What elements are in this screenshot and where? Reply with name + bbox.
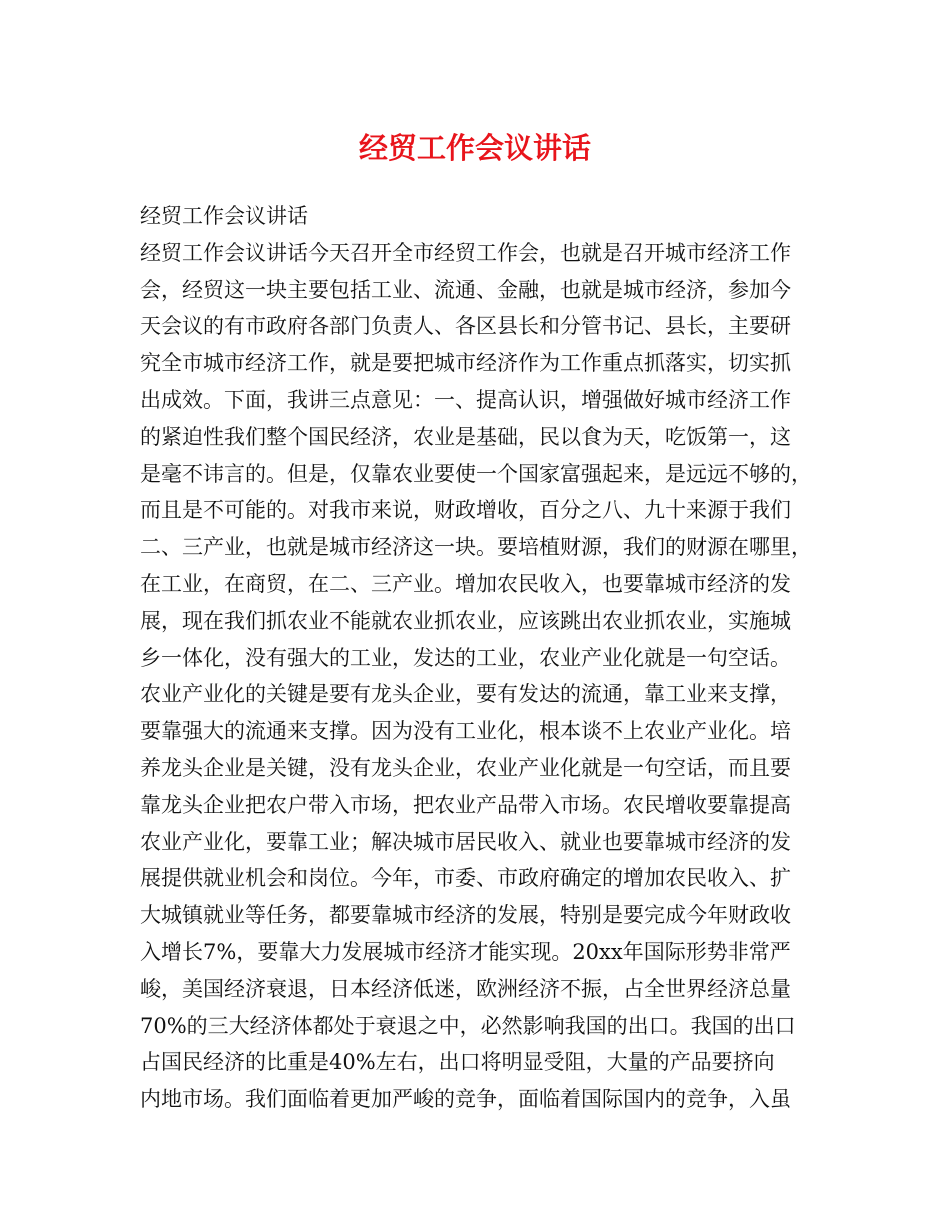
body-line: 靠龙头企业把农户带入市场，把农业产品带入市场。农民增收要靠提高 (140, 792, 791, 817)
body-line: 会，经贸这一块主要包括工业、流通、金融，也就是城市经济，参加今 (140, 277, 791, 302)
body-line: 养龙头企业是关键，没有龙头企业，农业产业化就是一句空话，而且要 (140, 755, 791, 780)
body-line: 要靠强大的流通来支撑。因为没有工业化，根本谈不上农业产业化。培 (140, 719, 791, 744)
body-line: 乡一体化，没有强大的工业，发达的工业，农业产业化就是一句空话。 (140, 645, 791, 670)
body-line: 峻，美国经济衰退，日本经济低迷，欧洲经济不振，占全世界经济总量 (140, 976, 791, 1001)
body-line: 展提供就业机会和岗位。今年，市委、市政府确定的增加农民收入、扩 (140, 866, 791, 891)
body-line: 的紧迫性我们整个国民经济，农业是基础，民以食为天，吃饭第一，这 (140, 424, 791, 449)
body-line: 究全市城市经济工作，就是要把城市经济作为工作重点抓落实，切实抓 (140, 351, 791, 376)
body-line: 二、三产业，也就是城市经济这一块。要培植财源，我们的财源在哪里， (140, 535, 812, 560)
body-line: 入增长7%，要靠大力发展城市经济才能实现。20xx年国际形势非常严 (140, 939, 791, 964)
body-line: 农业产业化，要靠工业；解决城市居民收入、就业也要靠城市经济的发 (140, 829, 791, 854)
body-line: 农业产业化的关键是要有龙头企业，要有发达的流通，靠工业来支撑， (140, 682, 791, 707)
body-line: 是毫不讳言的。但是，仅靠农业要使一个国家富强起来，是远远不够的， (140, 461, 812, 486)
body-line: 内地市场。我们面临着更加严峻的竞争，面临着国际国内的竞争，入虽 (140, 1087, 791, 1112)
document-title: 经贸工作会议讲话 (358, 131, 591, 165)
body-line: 展，现在我们抓农业不能就农业抓农业，应该跳出农业抓农业，实施城 (140, 608, 791, 633)
document-body (140, 198, 820, 1118)
body-line: 大城镇就业等任务，都要靠城市经济的发展，特别是要完成今年财政收 (140, 903, 791, 928)
body-line: 在工业，在商贸，在二、三产业。增加农民收入，也要靠城市经济的发 (140, 571, 791, 596)
body-line: 出成效。下面，我讲三点意见：一、提高认识，增强做好城市经济工作 (140, 387, 791, 412)
body-line: 占国民经济的比重是40%左右，出口将明显受阻，大量的产品要挤向 (140, 1050, 775, 1075)
body-line: 天会议的有市政府各部门负责人、各区县长和分管书记、县长，主要研 (140, 314, 791, 339)
body-line: 经贸工作会议讲话今天召开全市经贸工作会，也就是召开城市经济工作 (140, 240, 791, 265)
body-line: 70%的三大经济体都处于衰退之中，必然影响我国的出口。我国的出口 (140, 1013, 796, 1038)
body-line: 而且是不可能的。对我市来说，财政增收，百分之八、九十来源于我们 (140, 498, 791, 523)
body-subtitle: 经贸工作会议讲话 (140, 204, 308, 228)
